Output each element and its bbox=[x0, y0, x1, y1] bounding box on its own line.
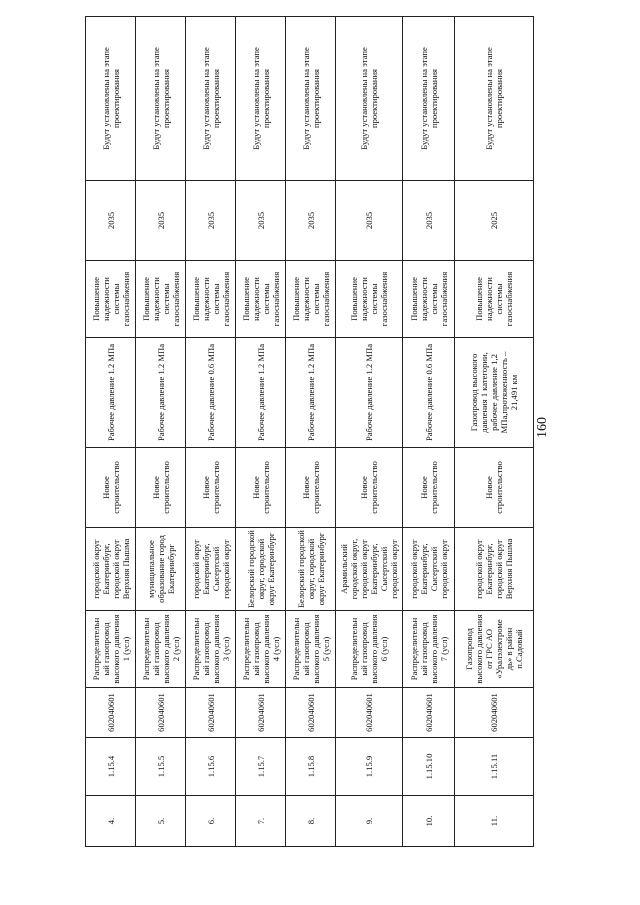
cell-params: Рабочее давление 1.2 МПа bbox=[136, 338, 186, 448]
cell-num: 10. bbox=[403, 796, 455, 847]
table-row bbox=[455, 17, 534, 847]
cell-note: Будут установлены на этапе проектирования bbox=[86, 17, 136, 181]
cell-location: городской округ Екатеринбург, городской округ Верхняя Пышма bbox=[455, 528, 534, 611]
cell-num: 11. bbox=[455, 796, 534, 847]
cell-purpose: Повышение надежности системы газоснабжения bbox=[336, 261, 403, 338]
cell-purpose: Повышение надежности системы газоснабжения bbox=[86, 261, 136, 338]
cell-params: Рабочее давление 1.2 МПа bbox=[86, 338, 136, 448]
cell-purpose: Повышение надежности системы газоснабжения bbox=[186, 261, 236, 338]
cell-purpose: Повышение надежности системы газоснабжения bbox=[136, 261, 186, 338]
cell-location: Белорский городской округ, городской округ Екатеринбург bbox=[286, 528, 336, 611]
cell-params: Рабочее давление 1.2 МПа bbox=[236, 338, 286, 448]
cell-code: 1.15.7 bbox=[236, 738, 286, 796]
cell-location: муниципальное образование город Екатеринбург bbox=[136, 528, 186, 611]
cell-work: Новое строительство bbox=[86, 448, 136, 528]
cell-name: Распределительн ый газопровод высокого давления 5 (усл) bbox=[286, 611, 336, 688]
cell-work: Новое строительство bbox=[236, 448, 286, 528]
cell-num: 4. bbox=[86, 796, 136, 847]
cell-name: Распределительн ый газопровод высокого давления 1 (усл) bbox=[86, 611, 136, 688]
cell-code: 1.15.11 bbox=[455, 738, 534, 796]
cell-note: Будут установлены на этапе проектирования bbox=[336, 17, 403, 181]
cell-kind: 602040601 bbox=[186, 688, 236, 738]
cell-code: 1.15.4 bbox=[86, 738, 136, 796]
cell-work: Новое строительство bbox=[403, 448, 455, 528]
cell-year: 2035 bbox=[286, 181, 336, 261]
cell-name: Газопровод высокого давления от ГРС АО «Уралэлектроме дь» в район п.Садовый bbox=[455, 611, 534, 688]
cell-code: 1.15.8 bbox=[286, 738, 336, 796]
cell-name: Распределительн ый газопровод высокого давления 7 (усл) bbox=[403, 611, 455, 688]
cell-num: 6. bbox=[186, 796, 236, 847]
cell-name: Распределительн ый газопровод высокого давления 6 (усл) bbox=[336, 611, 403, 688]
cell-name: Распределительн ый газопровод высокого давления 2 (усл) bbox=[136, 611, 186, 688]
cell-params: Рабочее давление 1.2 МПа bbox=[286, 338, 336, 448]
table-row bbox=[136, 17, 186, 847]
cell-work: Новое строительство bbox=[136, 448, 186, 528]
cell-work: Новое строительство bbox=[286, 448, 336, 528]
cell-year: 2035 bbox=[236, 181, 286, 261]
cell-params: Рабочее давление 0.6 МПа bbox=[186, 338, 236, 448]
cell-num: 8. bbox=[286, 796, 336, 847]
table-row bbox=[86, 17, 136, 847]
cell-note: Будут установлены на этапе проектирования bbox=[136, 17, 186, 181]
cell-params: Газопровод высокого давления 1 категории, рабочее давление 1,2 МПа,протяженность – 21,491 км bbox=[455, 338, 534, 448]
cell-year: 2035 bbox=[336, 181, 403, 261]
table-body bbox=[86, 17, 534, 847]
cell-name: Распределительн ый газопровод высокого давления 3 (усл) bbox=[186, 611, 236, 688]
cell-year: 2035 bbox=[86, 181, 136, 261]
cell-kind: 602040601 bbox=[336, 688, 403, 738]
cell-work: Новое строительство bbox=[336, 448, 403, 528]
cell-year: 2025 bbox=[455, 181, 534, 261]
table-row bbox=[236, 17, 286, 847]
cell-year: 2035 bbox=[403, 181, 455, 261]
cell-location: Белорский городской округ, городской округ Екатеринбург bbox=[236, 528, 286, 611]
cell-note: Будут установлены на этапе проектирования bbox=[236, 17, 286, 181]
cell-year: 2035 bbox=[186, 181, 236, 261]
cell-num: 5. bbox=[136, 796, 186, 847]
table-row bbox=[186, 17, 236, 847]
cell-code: 1.15.10 bbox=[403, 738, 455, 796]
cell-params: Рабочее давление 1.2 МПа bbox=[336, 338, 403, 448]
rotated-table-container bbox=[85, 17, 533, 847]
cell-location: городской округ Екатеринбург, Сысертский городской округ bbox=[403, 528, 455, 611]
cell-location: Арамильский городской округ, городской округ Екатеринбург, Сысертский городской округ bbox=[336, 528, 403, 611]
cell-purpose: Повышение надежности системы газоснабжения bbox=[403, 261, 455, 338]
cell-purpose: Повышение надежности системы газоснабжения bbox=[236, 261, 286, 338]
cell-note: Будут установлены на этапе проектирования bbox=[455, 17, 534, 181]
cell-note: Будут установлены на этапе проектирования bbox=[286, 17, 336, 181]
cell-location: городской округ Екатеринбург, городской округ Верхняя Пышма bbox=[86, 528, 136, 611]
cell-work: Новое строительство bbox=[186, 448, 236, 528]
table-row bbox=[336, 17, 403, 847]
cell-params: Рабочее давление 0.6 МПа bbox=[403, 338, 455, 448]
cell-code: 1.15.9 bbox=[336, 738, 403, 796]
cell-note: Будут установлены на этапе проектирования bbox=[186, 17, 236, 181]
cell-code: 1.15.6 bbox=[186, 738, 236, 796]
cell-year: 2035 bbox=[136, 181, 186, 261]
cell-kind: 602040601 bbox=[403, 688, 455, 738]
cell-purpose: Повышение надежности системы газоснабжения bbox=[286, 261, 336, 338]
cell-kind: 602040601 bbox=[86, 688, 136, 738]
cell-name: Распределительн ый газопровод высокого давления 4 (усл) bbox=[236, 611, 286, 688]
cell-kind: 602040601 bbox=[455, 688, 534, 738]
cell-kind: 602040601 bbox=[136, 688, 186, 738]
cell-location: городской округ Екатеринбург, Сысертский городской округ bbox=[186, 528, 236, 611]
objects-table bbox=[85, 16, 534, 847]
table-row bbox=[286, 17, 336, 847]
cell-num: 9. bbox=[336, 796, 403, 847]
cell-work: Новое строительство bbox=[455, 448, 534, 528]
cell-kind: 602040601 bbox=[286, 688, 336, 738]
cell-code: 1.15.5 bbox=[136, 738, 186, 796]
cell-kind: 602040601 bbox=[236, 688, 286, 738]
table-row bbox=[403, 17, 455, 847]
cell-purpose: Повышение надежности системы газоснабжения bbox=[455, 261, 534, 338]
cell-num: 7. bbox=[236, 796, 286, 847]
page-number: 160 bbox=[535, 417, 550, 438]
cell-note: Будут установлены на этапе проектирования bbox=[403, 17, 455, 181]
